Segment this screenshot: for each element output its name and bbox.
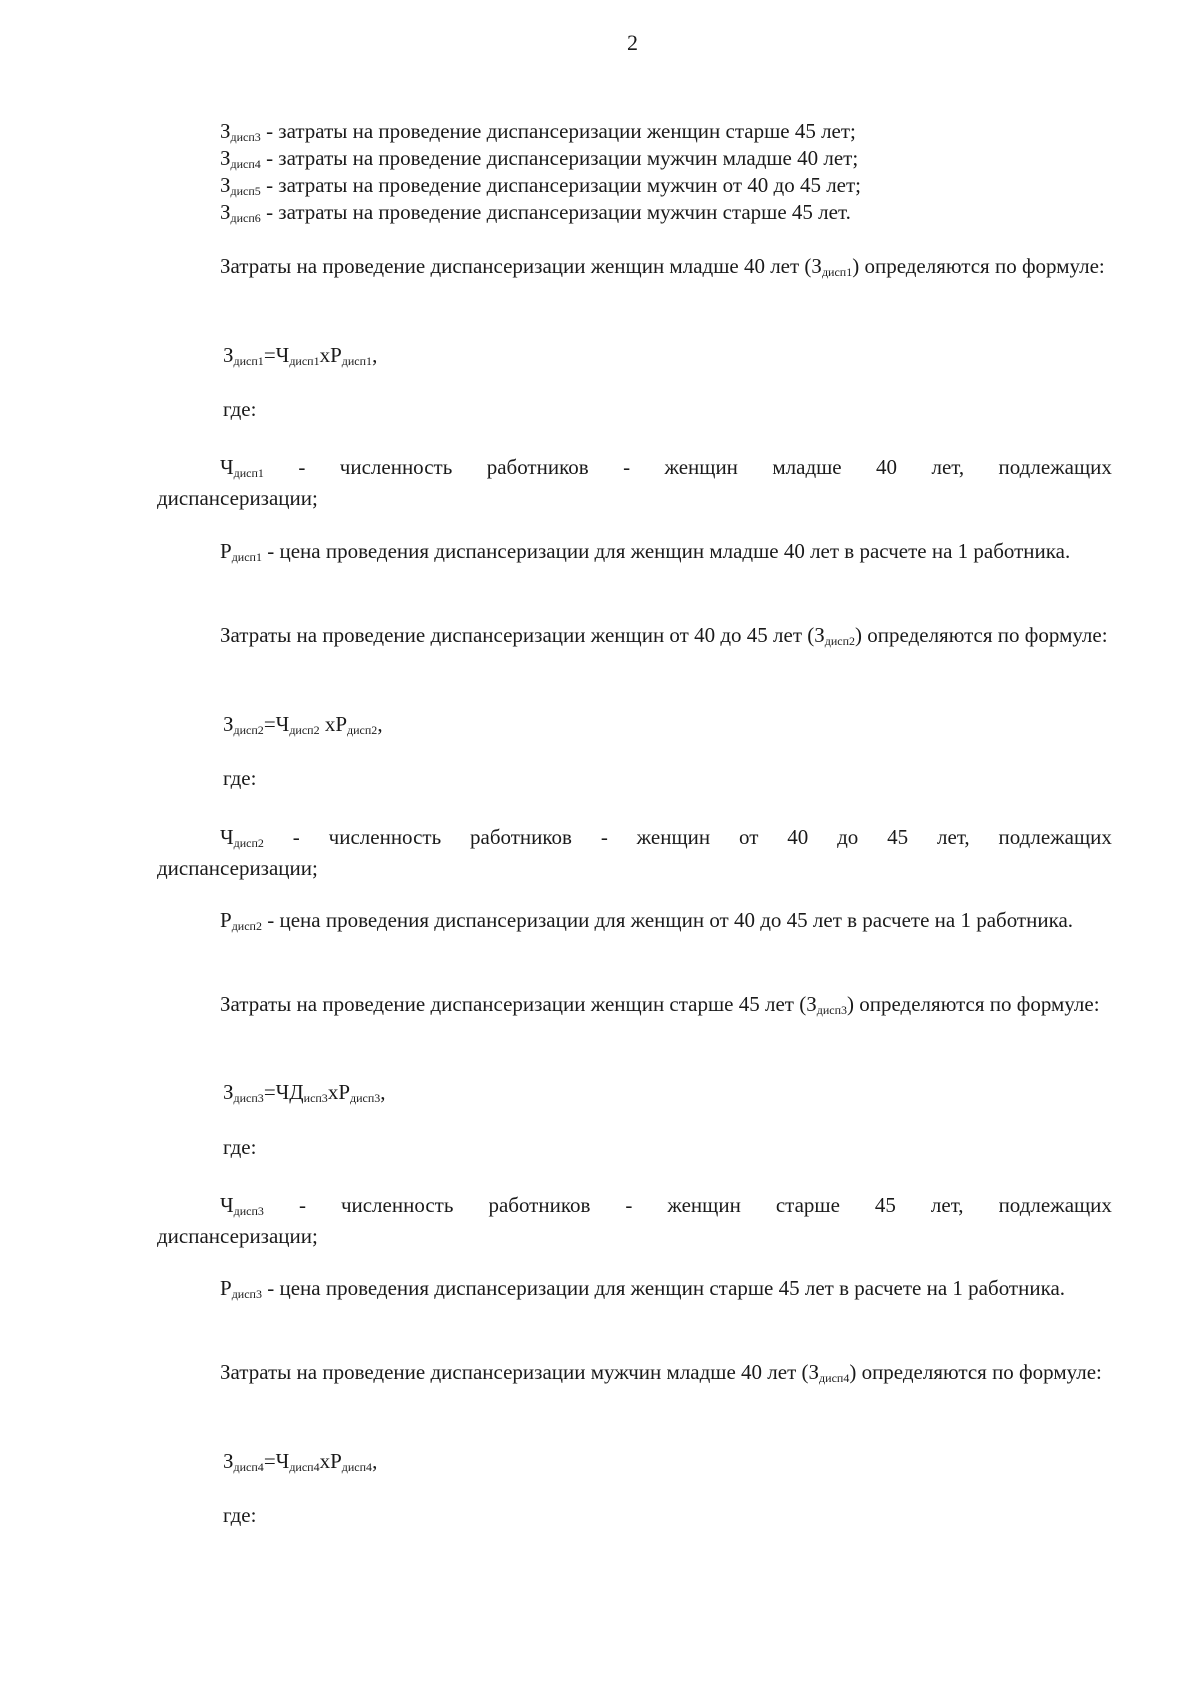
subscript: дисп3 — [230, 130, 261, 144]
intro-paragraph: Затраты на проведение диспансеризации женщин от 40 до 45 лет $(З_{дисп2})$ определяются по формуле: — [220, 623, 1108, 648]
formula: $З_{дисп4}=Ч_{дисп4}хР_{дисп4}$, — [223, 1449, 378, 1474]
page-number: 2 — [627, 30, 638, 55]
where-label: где: — [223, 1135, 257, 1159]
price-definition: $Р_{дисп1}$ - цена проведения диспансеризации для женщин младше 40 лет в расчете на 1 работника. — [220, 539, 1071, 564]
symbol: З — [220, 146, 231, 170]
definition-text: - затраты на проведение диспансеризации мужчин от 40 до 45 лет; — [260, 173, 862, 197]
spread-line: $Ч_{дисп3}$ - численность работников - женщин старше 45 лет, подлежащих — [220, 1193, 1112, 1218]
symbol: З — [220, 119, 231, 143]
formula: $З_{дисп2}=Ч_{дисп2}$ $хР_{дисп2}$, — [223, 712, 383, 737]
subscript: дисп6 — [230, 211, 261, 225]
price-definition: $Р_{дисп2}$ - цена проведения диспансеризации для женщин от 40 до 45 лет в расчете на 1 работника. — [220, 908, 1074, 933]
headcount-definition: $Ч_{дисп2}$ - численность работников - женщин от 40 до 45 лет, подлежащих диспансеризации; — [157, 822, 1112, 884]
where-label: где: — [223, 397, 257, 421]
subscript: дисп4 — [230, 157, 261, 171]
price-definition: $Р_{дисп3}$ - цена проведения диспансеризации для женщин старше 45 лет в расчете на 1 работника. — [220, 1276, 1066, 1301]
where-label: где: — [223, 766, 257, 790]
intro-paragraph: Затраты на проведение диспансеризации женщин старше 45 лет $(З_{дисп3})$ определяются по формуле: — [220, 992, 1100, 1017]
where-label: где: — [223, 1503, 257, 1527]
intro-paragraph: Затраты на проведение диспансеризации женщин младше 40 лет $(З_{дисп1})$ определяются по формуле: — [220, 254, 1105, 279]
definition-text: - затраты на проведение диспансеризации женщин старше 45 лет; — [260, 119, 856, 143]
spread-line: $Ч_{дисп2}$ - численность работников - женщин от 40 до 45 лет, подлежащих — [220, 825, 1112, 850]
headcount-definition: $Ч_{дисп1}$ - численность работников - женщин младше 40 лет, подлежащих диспансеризации; — [157, 452, 1112, 514]
definition-text: - затраты на проведение диспансеризации мужчин младше 40 лет; — [260, 146, 859, 170]
intro-paragraph: Затраты на проведение диспансеризации мужчин младше 40 лет $(З_{дисп4})$ определяются по формуле: — [220, 1360, 1102, 1385]
definition-line — [220, 172, 861, 199]
definition-text: - затраты на проведение диспансеризации мужчин старше 45 лет. — [260, 200, 851, 224]
definition-line — [220, 199, 861, 226]
formula: $З_{дисп1}=Ч_{дисп1}хР_{дисп1}$, — [223, 343, 378, 368]
definitions-list — [220, 118, 861, 226]
headcount-definition: $Ч_{дисп3}$ - численность работников - женщин старше 45 лет, подлежащих диспансеризации; — [157, 1190, 1112, 1252]
spread-line: $Ч_{дисп1}$ - численность работников - женщин младше 40 лет, подлежащих — [220, 455, 1112, 480]
symbol: З — [220, 173, 231, 197]
subscript: дисп5 — [230, 184, 261, 198]
definition-line — [220, 118, 861, 145]
formula: $З_{дисп3}=ЧД_{исп3}хР_{дисп3}$, — [223, 1080, 386, 1105]
definition-line — [220, 145, 861, 172]
symbol: З — [220, 200, 231, 224]
